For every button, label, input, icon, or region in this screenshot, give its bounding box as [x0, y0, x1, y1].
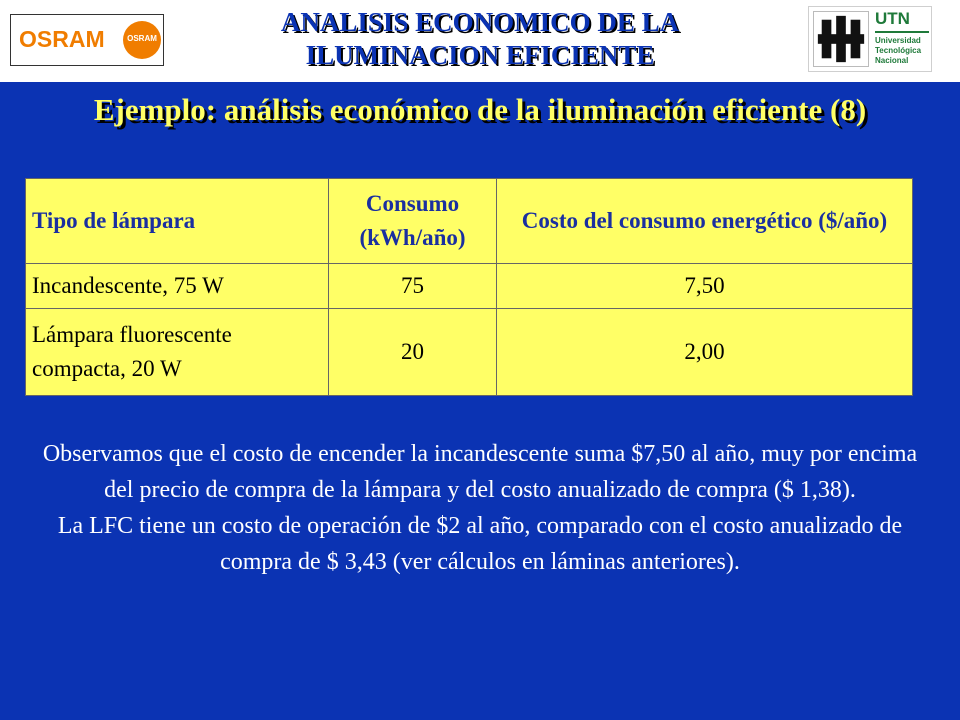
cell-consumption: 75	[329, 264, 497, 309]
utn-emblem-icon	[813, 11, 869, 67]
osram-wordmark: OSRAM	[19, 26, 105, 52]
utn-name-line-1: Universidad	[875, 36, 921, 45]
osram-logo	[10, 14, 164, 66]
cell-lamp-type: Incandescente, 75 W	[26, 264, 329, 309]
header-title	[180, 6, 780, 72]
cell-energy-cost: 7,50	[497, 264, 913, 309]
table-header-row	[26, 179, 913, 264]
osram-bulb-label: OSRAM	[127, 34, 157, 43]
column-header-consumption: Consumo (kWh/año)	[329, 179, 497, 264]
utn-divider	[875, 31, 929, 33]
table-row	[26, 309, 913, 396]
utn-name-line-3: Nacional	[875, 56, 909, 65]
body-paragraph-2: La LFC tiene un costo de operación de $2 al año, comparado con el costo anualizado de compra de $ 3,43 (ver cálculos en láminas anteriores).	[57, 513, 903, 575]
body-text	[40, 436, 920, 580]
header-title-line-1: ANALISIS ECONOMICO DE LA	[280, 7, 680, 37]
slide-title: Ejemplo: análisis económico de la iluminación eficiente (8)	[93, 92, 867, 127]
utn-logo	[808, 6, 932, 72]
utn-name	[875, 36, 921, 66]
lamp-cost-table	[25, 178, 913, 396]
osram-bulb-icon	[123, 21, 161, 59]
column-header-lamp-type: Tipo de lámpara	[26, 179, 329, 264]
utn-name-line-2: Tecnológica	[875, 46, 922, 55]
cell-energy-cost: 2,00	[497, 309, 913, 396]
cell-lamp-type: Lámpara fluorescente compacta, 20 W	[26, 309, 329, 396]
header-bar	[0, 0, 960, 82]
column-header-energy-cost: Costo del consumo energético ($/año)	[497, 179, 913, 264]
body-paragraph-1: Observamos que el costo de encender la incandescente suma $7,50 al año, muy por encima del precio de compra de la lámpara y del costo anualizado de compra ($ 1,38).	[42, 441, 918, 503]
utn-brand: UTN	[875, 9, 910, 28]
table-row	[26, 264, 913, 309]
header-title-line-2: ILUMINACION EFICIENTE	[305, 40, 655, 70]
cell-consumption: 20	[329, 309, 497, 396]
